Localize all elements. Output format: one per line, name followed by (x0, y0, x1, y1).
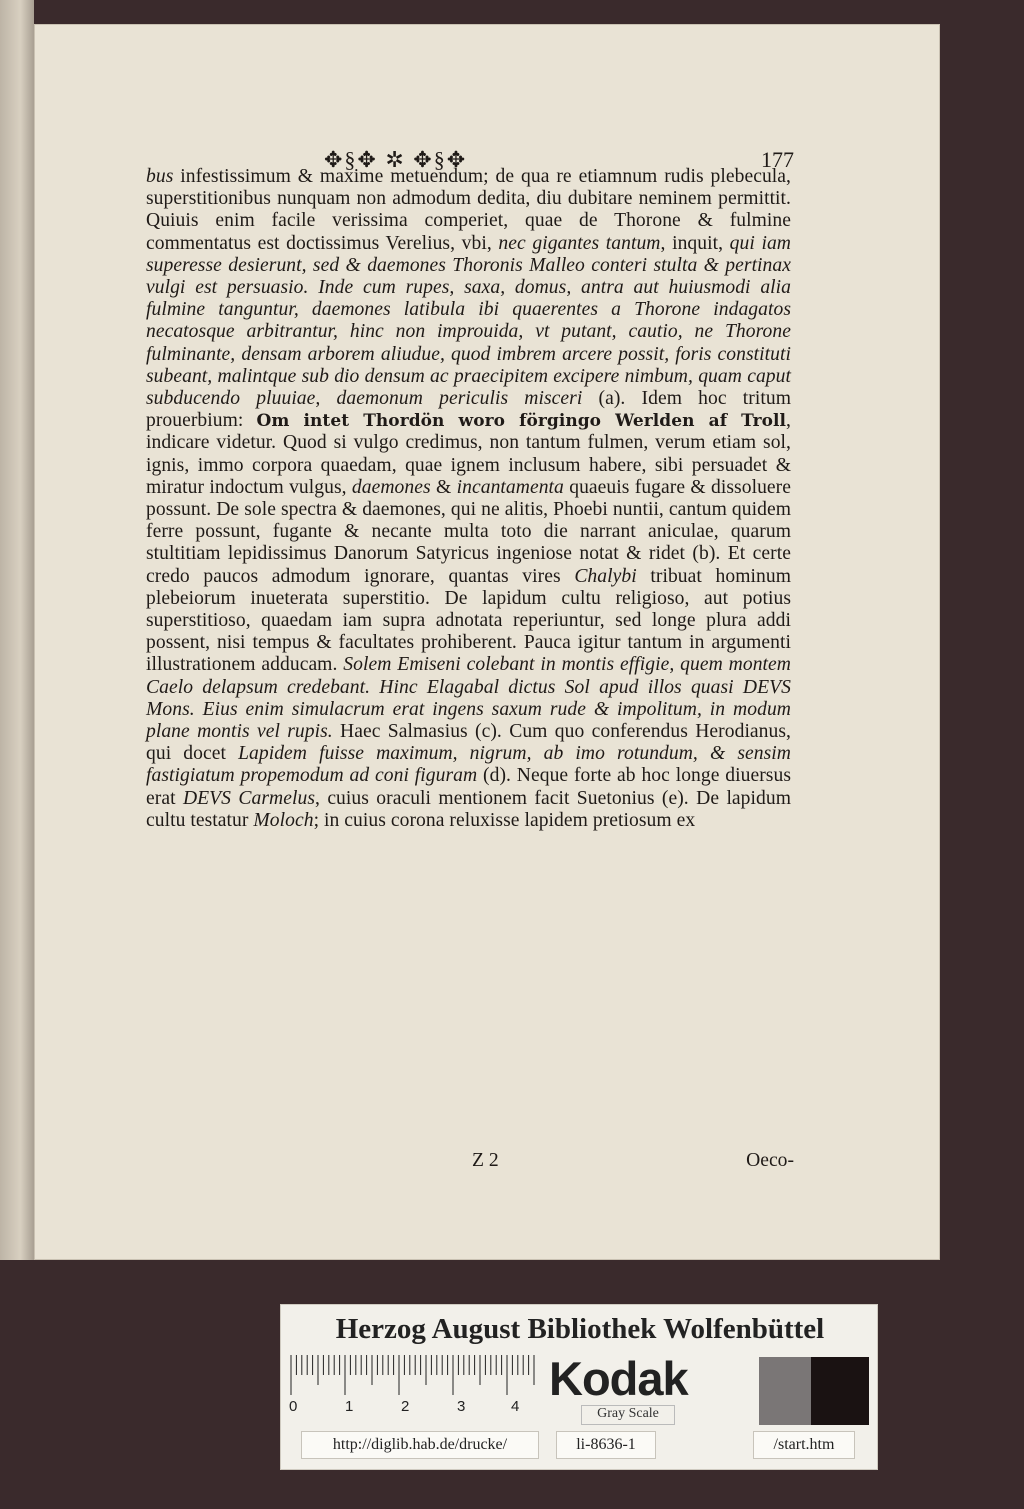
paragraph (146, 166, 791, 832)
text-span: Haec Salmasius (c). Cum quo conferendus Herodianus, qui docet (146, 721, 791, 765)
text-span: daemones (351, 476, 431, 498)
text-span: & (430, 476, 457, 498)
ruler-number: 1 (345, 1398, 354, 1415)
text-span: , cuius oraculi mentionem facit Suetonius (e). De lapidum cultu testatur (146, 787, 792, 831)
gray-swatch-dark (811, 1357, 869, 1425)
text-span: Moloch (253, 809, 314, 831)
text-span: Solem Emiseni colebant in montis effigie, quem montem Caelo delapsum credebant. Hinc Elagabal dictus Sol apud illos quasi DEVS Mons. Eius enim simulacrum erat ingens saxum rude & impolitum, in modum plane montis vel rupis. (146, 654, 791, 743)
text-span: infestissimum & maxime metuendum; de qua re etiamnum rudis plebecula, superstitionibus nunquam non admodum dedita, diu dubitare neminem permittit. Quiuis enim facile verissima comperiet, quae de Thorone & fulmine commentatus est doctissimus Verelius, vbi, (146, 166, 791, 254)
book-page (34, 24, 940, 1260)
text-span: DEVS Carmelus (182, 787, 315, 809)
text-span: (d). Neque forte ab hoc longe diuersus erat (146, 765, 791, 809)
text-span: Lapidem fuisse maximum, nigrum, ab imo rotundum, & sensim fastigiatum propemodum ad coni figuram (146, 743, 791, 787)
signature-mark: Z 2 (472, 1150, 499, 1171)
library-title: Herzog August Bibliothek Wolfenbüttel (335, 1313, 825, 1345)
ruler-number: 3 (457, 1398, 466, 1415)
url-label: http://diglib.hab.de/drucke/ (301, 1431, 539, 1459)
text-span: bus (146, 166, 174, 187)
gray-swatch-mid (759, 1357, 811, 1425)
ruler-scale (289, 1353, 539, 1401)
start-label: /start.htm (753, 1431, 855, 1459)
fraktur-quote: Om intet Thordön woro förgingo Werlden af Troll (256, 411, 787, 432)
text-span: , inquit, (660, 232, 730, 254)
catchword: Oeco- (746, 1150, 794, 1171)
text-span: quaeuis fugare & dissoluere possunt. De sole spectra & daemones, qui ne alitis, Phoebi nuntii, cantum quidem ferre possunt, fugante & necante multa toto die narrant aniculae, quarum stultitiam lepidissimus Danorum Satyricus ingeniose notat & ridet (b). Et certe credo paucos admodum ignorare, quantas vires (146, 476, 791, 587)
text-span: ; in cuius corona reluxisse lapidem pretiosum ex (313, 809, 696, 831)
ruler-number: 2 (401, 1398, 410, 1415)
adjacent-page-edge (0, 0, 34, 1260)
header-ornament: ✥§✥ ✲ ✥§✥ (324, 147, 468, 172)
color-target-card (280, 1304, 878, 1470)
kodak-logo: Kodak (549, 1352, 688, 1405)
ruler-number: 4 (511, 1398, 520, 1415)
page-footer (454, 1150, 794, 1176)
text-span: qui iam superesse desierunt, sed & daemones Thoronis Malleo conteri stulta & pertinax vulgi est persuasio. Inde cum rupes, saxa, domus, antra aut huiusmodi alia fulmine tanguntur, daemones latibula ibi quaerentes a Thorone indagatos necatosque arbitrantur, hinc non improuida, vt putant, cautio, ne Thorone fulminante, densam arborem aliudue, quod imbrem arcere possit, foris constituti subeant, malintque sub dio densum ac praecipitem excipere nimbum, quam caput subducendo pluuiae, daemonum periculis misceri (146, 232, 791, 410)
gray-scale-label: Gray Scale (581, 1405, 675, 1425)
shelfmark-label: li-8636-1 (556, 1431, 656, 1459)
text-span: incantamenta (456, 476, 564, 498)
ruler-number: 0 (289, 1398, 298, 1415)
text-span: Chalybi (574, 565, 637, 587)
text-span: tribuat hominum plebeiorum inueterata superstitio. De lapidum cultu religioso, aut potius superstitioso, quaedam iam supra adnotata reperiuntur, sed longe plura addi possent, nisi tempus & facultates prohiberent. Pauca igitur tantum in argumenti illustrationem adducam. (146, 565, 791, 676)
ruler-numbers (289, 1398, 539, 1418)
text-span: nec gigantes tantum (498, 232, 661, 254)
text-span: (a). Idem hoc tritum prouerbium: (146, 388, 791, 432)
text-span: , indicare videtur. Quod si vulgo credimus, non tantum fulmen, verum etiam sol, ignis, immo corpora quaedam, quae ignem inclusum habere, sibi persuadet & miratur indoctum vulgus, (146, 410, 791, 498)
page-number: 177 (761, 147, 794, 172)
body-text (146, 166, 791, 832)
